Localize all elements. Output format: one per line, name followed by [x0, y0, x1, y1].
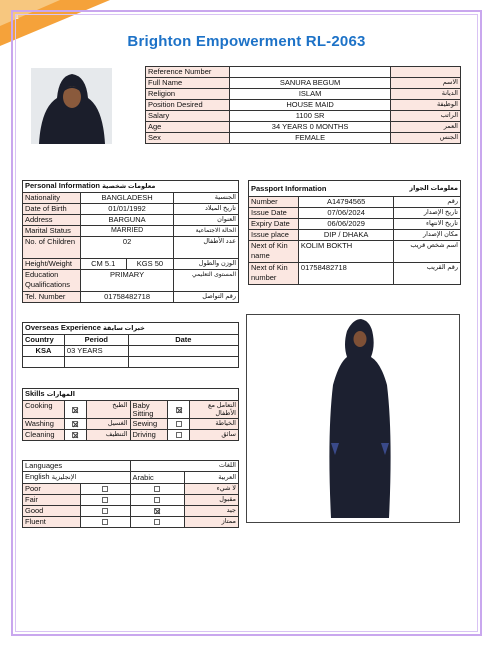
level-label-ar: جيد	[185, 506, 239, 517]
arabic-label-ar: العربية	[185, 472, 239, 484]
languages-header: Languages	[23, 461, 131, 472]
languages-columns-row	[23, 472, 239, 484]
full-body-photo	[246, 314, 460, 523]
languages-col-english	[23, 472, 131, 484]
english-checkbox-poor[interactable]	[80, 484, 130, 495]
checkbox-icon	[72, 421, 78, 427]
checkbox-icon	[154, 508, 160, 514]
skill-label: Driving	[130, 430, 168, 441]
summary-label-ar: الراتب	[391, 111, 461, 122]
kin-number-label-ar: رقم القريب	[394, 263, 461, 285]
english-label: English	[25, 472, 50, 481]
overseas-row	[23, 357, 239, 368]
sex-value: FEMALE	[229, 133, 390, 144]
level-label: Poor	[23, 484, 81, 495]
address-label-ar: العنوان	[174, 215, 239, 226]
level-label-ar: ممتاز	[185, 517, 239, 528]
position-value: HOUSE MAID	[229, 100, 390, 111]
checkbox-icon	[176, 421, 182, 427]
overseas-date	[128, 357, 238, 368]
personal-header	[23, 181, 239, 193]
checkbox-icon	[102, 519, 108, 525]
religion-value: ISLAM	[229, 89, 390, 100]
summary-row	[146, 133, 461, 144]
overseas-columns-row	[23, 335, 239, 346]
summary-row	[146, 89, 461, 100]
passport-row	[249, 197, 461, 208]
personal-header-label: Personal Information	[25, 181, 101, 190]
checkbox-icon	[154, 519, 160, 525]
level-label-ar: لا شيء	[185, 484, 239, 495]
marital-label: Marital Status	[23, 226, 81, 237]
skills-header-label-ar: المهارات	[46, 391, 75, 398]
passport-header-label-ar: معلومات الجواز	[409, 184, 458, 192]
summary-label: Religion	[146, 89, 230, 100]
skills-table	[22, 388, 239, 441]
summary-label: Position Desired	[146, 100, 230, 111]
tel-label-ar: رقم التواصل	[174, 292, 239, 303]
overseas-col-period: Period	[64, 335, 128, 346]
languages-header-ar: اللغات	[130, 461, 238, 472]
overseas-row	[23, 346, 239, 357]
expiry-date-label-ar: تاريخ الانتهاء	[394, 219, 461, 230]
skill-checkbox-sewing[interactable]	[168, 419, 190, 430]
level-label-ar: مقبول	[185, 495, 239, 506]
language-level-row	[23, 506, 239, 517]
summary-label: Sex	[146, 133, 230, 144]
issue-place-value: DIP / DHAKA	[298, 230, 393, 241]
children-label-ar: عدد الأطفال	[174, 237, 239, 259]
arabic-label: Arabic	[130, 472, 185, 484]
passport-header-label: Passport Information	[251, 183, 327, 193]
level-label: Fair	[23, 495, 81, 506]
dob-label: Date of Birth	[23, 204, 81, 215]
skill-label-ar: سائق	[190, 430, 239, 441]
passport-number-label: Number	[249, 197, 299, 208]
skill-label: Baby Sitting	[130, 401, 168, 419]
checkbox-icon	[102, 486, 108, 492]
overseas-col-country: Country	[23, 335, 65, 346]
language-level-row	[23, 517, 239, 528]
marital-label-ar: الحالة الاجتماعية	[174, 226, 239, 237]
kin-name-value: KOLIM BOKTH	[298, 241, 393, 263]
skills-header-row	[23, 389, 239, 401]
skill-label-ar: التعامل مع الأطفال	[190, 401, 239, 419]
passport-row	[249, 263, 461, 285]
issue-date-label: Issue Date	[249, 208, 299, 219]
education-label-ar: المستوى التعليمي	[174, 270, 239, 292]
passport-number-label-ar: رقم	[394, 197, 461, 208]
checkbox-icon	[176, 407, 182, 413]
arabic-checkbox-fluent[interactable]	[130, 517, 185, 528]
overseas-header	[23, 323, 239, 335]
nationality-label: Nationality	[23, 193, 81, 204]
reference-number-value	[229, 67, 390, 78]
skill-label-ar: التنظيف	[86, 430, 130, 441]
personal-row	[23, 226, 239, 237]
issue-place-label-ar: مكان الإصدار	[394, 230, 461, 241]
education-label: Education Qualifications	[23, 270, 81, 292]
overseas-period: 03 YEARS	[64, 346, 128, 357]
summary-label: Salary	[146, 111, 230, 122]
summary-row	[146, 78, 461, 89]
skill-label: Washing	[23, 419, 65, 430]
skills-row	[23, 430, 239, 441]
summary-row	[146, 100, 461, 111]
expiry-date-value: 06/06/2029	[298, 219, 393, 230]
summary-table	[145, 66, 461, 144]
skill-checkbox-baby-sitting[interactable]	[168, 401, 190, 419]
skill-checkbox-cleaning[interactable]	[64, 430, 86, 441]
dob-value: 01/01/1992	[80, 204, 173, 215]
personal-row	[23, 215, 239, 226]
personal-row	[23, 193, 239, 204]
language-level-row	[23, 484, 239, 495]
summary-row	[146, 122, 461, 133]
overseas-header-label-ar: خبرات سابقة	[102, 325, 145, 332]
checkbox-icon	[154, 497, 160, 503]
height-weight-label: Height/Weight	[23, 259, 81, 270]
skill-checkbox-cooking[interactable]	[64, 401, 86, 419]
overseas-country: KSA	[23, 346, 65, 357]
skill-label-ar: الطبخ	[86, 401, 130, 419]
passport-row	[249, 219, 461, 230]
overseas-header-label: Overseas Experience	[25, 323, 101, 332]
issue-place-label: Issue place	[249, 230, 299, 241]
skills-row	[23, 419, 239, 430]
summary-row	[146, 111, 461, 122]
overseas-country	[23, 357, 65, 368]
kin-name-label: Next of Kin name	[249, 241, 299, 263]
personal-header-row	[23, 181, 239, 193]
english-label-ar: الإنجليزية	[51, 474, 77, 481]
english-checkbox-fair[interactable]	[80, 495, 130, 506]
skill-checkbox-driving[interactable]	[168, 430, 190, 441]
skill-label: Cooking	[23, 401, 65, 419]
children-value: 02	[80, 237, 173, 259]
passport-row	[249, 208, 461, 219]
skill-label: Cleaning	[23, 430, 65, 441]
english-checkbox-good[interactable]	[80, 506, 130, 517]
summary-row	[146, 67, 461, 78]
nationality-value: BANGLADESH	[80, 193, 173, 204]
kin-number-label: Next of Kin number	[249, 263, 299, 285]
skill-label: Sewing	[130, 419, 168, 430]
salary-value: 1100 SR	[229, 111, 390, 122]
education-value: PRIMARY	[80, 270, 173, 292]
skill-checkbox-washing[interactable]	[64, 419, 86, 430]
language-level-row	[23, 495, 239, 506]
overseas-col-date: Date	[128, 335, 238, 346]
overseas-date	[128, 346, 238, 357]
tel-value: 01758482718	[80, 292, 173, 303]
summary-label-ar: الديانة	[391, 89, 461, 100]
personal-info-table	[22, 180, 239, 303]
summary-label-ar: الجنس	[391, 133, 461, 144]
checkbox-icon	[102, 497, 108, 503]
children-label: No. of Children	[23, 237, 81, 259]
address-value: BARGUNA	[80, 215, 173, 226]
summary-label-ar: العمر	[391, 122, 461, 133]
arabic-checkbox-fair[interactable]	[130, 495, 185, 506]
english-checkbox-fluent[interactable]	[80, 517, 130, 528]
personal-row	[23, 259, 239, 270]
passport-header-row	[249, 181, 461, 197]
summary-label: Age	[146, 122, 230, 133]
age-value: 34 YEARS 0 MONTHS	[229, 122, 390, 133]
weight-value: KGS 50	[126, 259, 174, 270]
overseas-header-row	[23, 323, 239, 335]
tel-label: Tel. Number	[23, 292, 81, 303]
portrait-photo	[31, 68, 112, 144]
personal-row	[23, 237, 239, 259]
checkbox-icon	[72, 407, 78, 413]
checkbox-icon	[154, 486, 160, 492]
skills-row	[23, 401, 239, 419]
summary-label-ar	[391, 67, 461, 78]
dob-label-ar: تاريخ الميلاد	[174, 204, 239, 215]
checkbox-icon	[176, 432, 182, 438]
summary-label-ar: الاسم	[391, 78, 461, 89]
skill-label-ar: الغسيل	[86, 419, 130, 430]
passport-number-value: A14794565	[298, 197, 393, 208]
personal-row	[23, 292, 239, 303]
issue-date-label-ar: تاريخ الإصدار	[394, 208, 461, 219]
kin-name-label-ar: اسم شخص قريب	[394, 241, 461, 263]
marital-value: MARRIED	[80, 226, 173, 237]
skill-label-ar: الخياطة	[190, 419, 239, 430]
summary-label: Full Name	[146, 78, 230, 89]
skills-header	[23, 389, 239, 401]
height-value: CM 5.1	[80, 259, 126, 270]
height-weight-label-ar: الوزن والطول	[174, 259, 239, 270]
passport-info-table	[248, 180, 461, 285]
level-label: Good	[23, 506, 81, 517]
page-title: Brighton Empowerment RL-2063	[127, 33, 366, 50]
overseas-period	[64, 357, 128, 368]
skills-header-label: Skills	[25, 389, 45, 398]
address-label: Address	[23, 215, 81, 226]
passport-header	[249, 181, 461, 197]
languages-table	[22, 460, 239, 528]
passport-row	[249, 241, 461, 263]
kin-number-value: 01758482718	[298, 263, 393, 285]
page-number: 1	[15, 14, 19, 21]
checkbox-icon	[72, 432, 78, 438]
personal-header-label-ar: معلومات شخصية	[102, 183, 156, 190]
personal-row	[23, 204, 239, 215]
arabic-checkbox-good[interactable]	[130, 506, 185, 517]
passport-row	[249, 230, 461, 241]
personal-row	[23, 270, 239, 292]
expiry-date-label: Expiry Date	[249, 219, 299, 230]
languages-header-row	[23, 461, 239, 472]
checkbox-icon	[102, 508, 108, 514]
level-label: Fluent	[23, 517, 81, 528]
issue-date-value: 07/06/2024	[298, 208, 393, 219]
nationality-label-ar: الجنسية	[174, 193, 239, 204]
arabic-checkbox-poor[interactable]	[130, 484, 185, 495]
overseas-table	[22, 322, 239, 368]
full-name-value: SANURA BEGUM	[229, 78, 390, 89]
summary-label: Reference Number	[146, 67, 230, 78]
summary-label-ar: الوظيفة	[391, 100, 461, 111]
